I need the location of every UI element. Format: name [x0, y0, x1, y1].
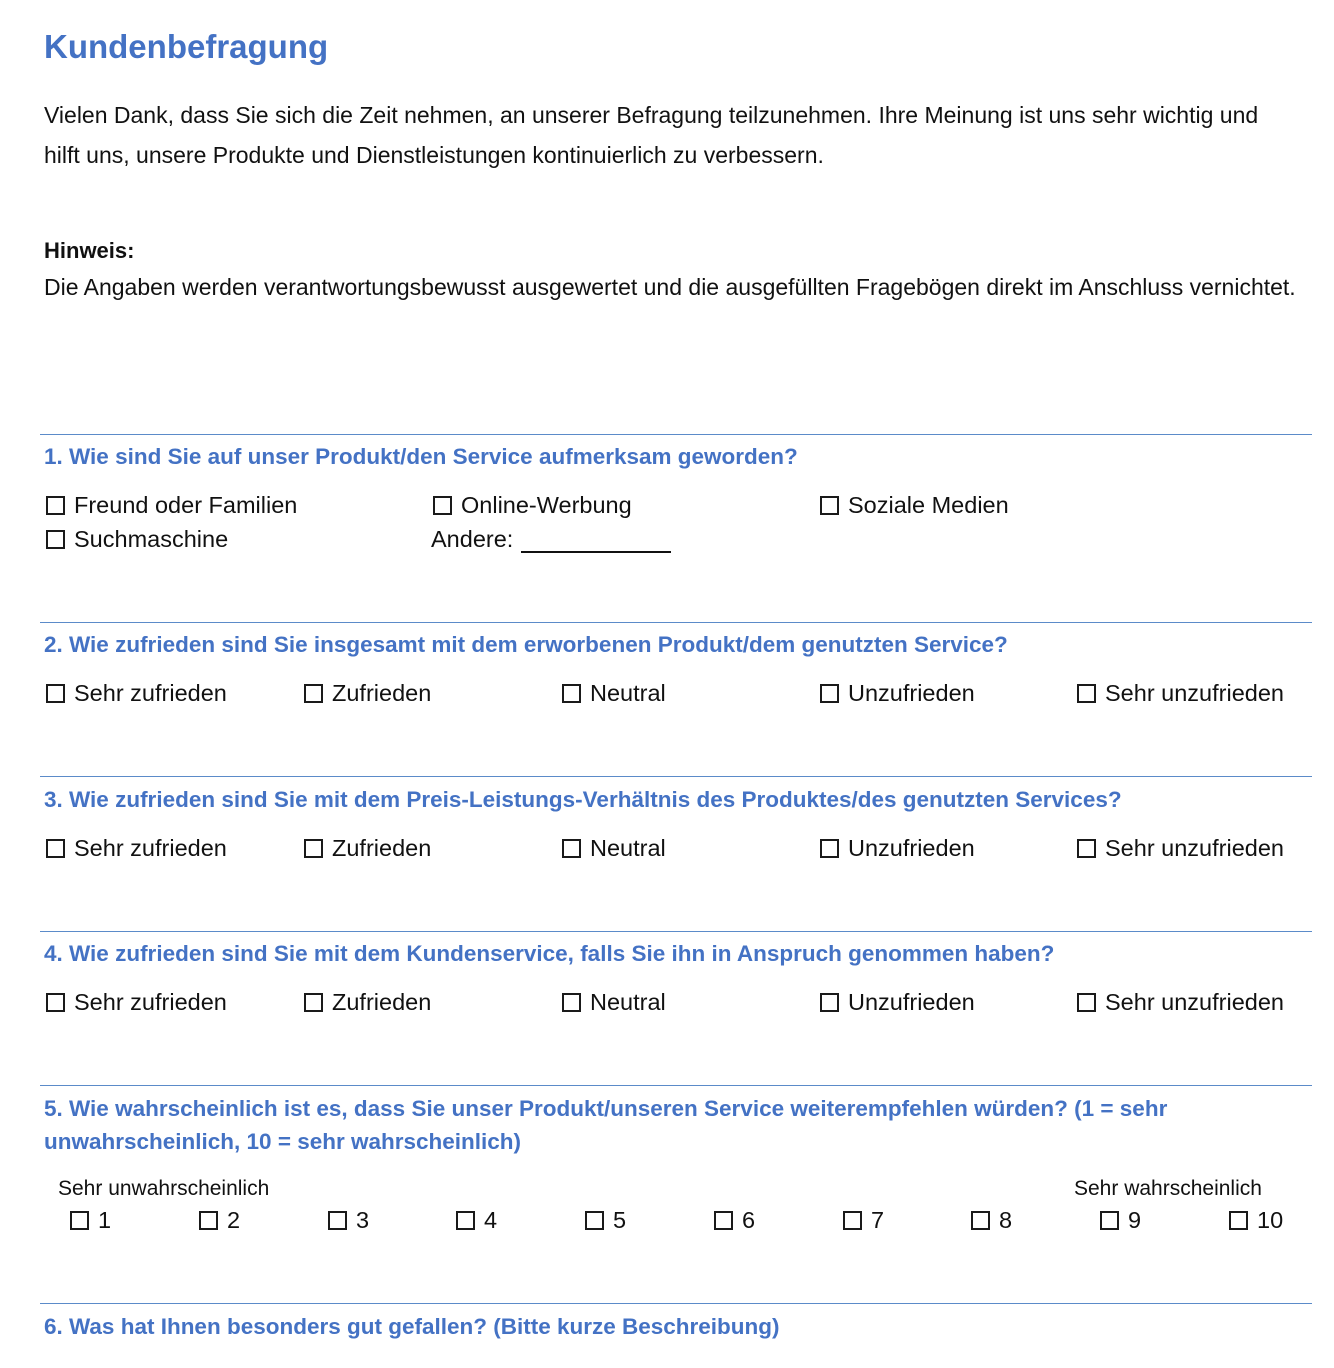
checkbox-icon[interactable] — [46, 993, 65, 1012]
option-label: Sehr zufrieden — [74, 680, 227, 706]
question-3: 3. Wie zufrieden sind Sie mit dem Preis-Leistungs-Verhältnis des Produktes/des genutzten Services? — [44, 787, 1122, 812]
option-label: Sehr zufrieden — [74, 835, 227, 861]
q2-option-very-dissatisfied[interactable] — [1077, 680, 1284, 707]
option-label: Zufrieden — [332, 680, 432, 706]
option-label: Zufrieden — [332, 835, 432, 861]
checkbox-icon[interactable] — [328, 1211, 347, 1230]
section-divider — [40, 434, 1312, 435]
q4-option-dissatisfied[interactable] — [820, 989, 975, 1016]
option-label: 10 — [1257, 1207, 1284, 1233]
section-divider — [40, 931, 1312, 932]
checkbox-icon[interactable] — [46, 839, 65, 858]
question-6: 6. Was hat Ihnen besonders gut gefallen? (Bitte kurze Beschreibung) — [44, 1314, 780, 1339]
option-label: 4 — [484, 1207, 498, 1233]
q3-option-neutral[interactable] — [562, 835, 666, 862]
question-4: 4. Wie zufrieden sind Sie mit dem Kundenservice, falls Sie ihn in Anspruch genommen haben? — [44, 941, 1055, 966]
intro-text: Vielen Dank, dass Sie sich die Zeit nehmen, an unserer Befragung teilzunehmen. Ihre Meinung ist uns sehr wichtig und hilft uns, unsere Produkte und Dienstleistungen kontinuierlich zu verbessern. — [44, 102, 1259, 168]
checkbox-icon[interactable] — [1077, 993, 1096, 1012]
q4-option-satisfied[interactable] — [304, 989, 431, 1016]
checkbox-icon[interactable] — [1229, 1211, 1248, 1230]
option-label: 6 — [742, 1207, 756, 1233]
option-label: Unzufrieden — [848, 835, 975, 861]
q3-option-satisfied[interactable] — [304, 835, 431, 862]
checkbox-icon[interactable] — [456, 1211, 475, 1230]
q5-option-2[interactable] — [199, 1207, 240, 1234]
q5-option-6[interactable] — [714, 1207, 755, 1234]
scale-low-label: Sehr unwahrscheinlich — [58, 1177, 270, 1200]
q2-option-dissatisfied[interactable] — [820, 680, 975, 707]
q3-option-very-dissatisfied[interactable] — [1077, 835, 1284, 862]
option-label: Zufrieden — [332, 989, 432, 1015]
checkbox-icon[interactable] — [1077, 839, 1096, 858]
q1-option-social-media[interactable] — [820, 492, 1009, 519]
checkbox-icon[interactable] — [820, 993, 839, 1012]
checkbox-icon[interactable] — [843, 1211, 862, 1230]
checkbox-icon[interactable] — [562, 993, 581, 1012]
checkbox-icon[interactable] — [1077, 684, 1096, 703]
other-input-line[interactable] — [521, 527, 671, 553]
checkbox-icon[interactable] — [46, 684, 65, 703]
section-divider — [40, 1085, 1312, 1086]
section-divider — [40, 1303, 1312, 1304]
option-label: 1 — [98, 1207, 112, 1233]
q5-option-7[interactable] — [843, 1207, 884, 1234]
scale-high-label: Sehr wahrscheinlich — [1074, 1177, 1262, 1200]
checkbox-icon[interactable] — [304, 839, 323, 858]
hint-label: Hinweis: — [44, 238, 135, 263]
option-label: Unzufrieden — [848, 680, 975, 706]
option-label: Online-Werbung — [461, 492, 632, 518]
option-label: Neutral — [590, 835, 666, 861]
checkbox-icon[interactable] — [46, 496, 65, 515]
q3-option-dissatisfied[interactable] — [820, 835, 975, 862]
option-label: Sehr unzufrieden — [1105, 680, 1284, 706]
hint-text: Die Angaben werden verantwortungsbewusst ausgewertet und die ausgefüllten Fragebögen direkt im Anschluss vernichtet. — [44, 274, 1296, 300]
checkbox-icon[interactable] — [433, 496, 452, 515]
checkbox-icon[interactable] — [70, 1211, 89, 1230]
option-label: 7 — [871, 1207, 885, 1233]
checkbox-icon[interactable] — [820, 839, 839, 858]
option-label: 5 — [613, 1207, 627, 1233]
checkbox-icon[interactable] — [1100, 1211, 1119, 1230]
q5-option-4[interactable] — [456, 1207, 497, 1234]
q5-option-5[interactable] — [585, 1207, 626, 1234]
option-label: Sehr unzufrieden — [1105, 989, 1284, 1015]
q2-option-neutral[interactable] — [562, 680, 666, 707]
q1-option-other — [431, 526, 671, 553]
checkbox-icon[interactable] — [199, 1211, 218, 1230]
checkbox-icon[interactable] — [714, 1211, 733, 1230]
section-divider — [40, 776, 1312, 777]
option-label: Freund oder Familien — [74, 492, 298, 518]
page-title: Kundenbefragung — [44, 28, 329, 65]
question-1: 1. Wie sind Sie auf unser Produkt/den Service aufmerksam geworden? — [44, 444, 798, 469]
checkbox-icon[interactable] — [304, 993, 323, 1012]
question-5: 5. Wie wahrscheinlich ist es, dass Sie unser Produkt/unseren Service weiterempfehlen würden? (1 = sehr unwahrscheinlich, 10 = sehr wahrscheinlich) — [44, 1096, 1168, 1154]
checkbox-icon[interactable] — [820, 496, 839, 515]
checkbox-icon[interactable] — [971, 1211, 990, 1230]
q5-option-1[interactable] — [70, 1207, 111, 1234]
q4-option-neutral[interactable] — [562, 989, 666, 1016]
q5-option-3[interactable] — [328, 1207, 369, 1234]
option-label: Unzufrieden — [848, 989, 975, 1015]
q4-option-very-dissatisfied[interactable] — [1077, 989, 1284, 1016]
option-label: Sehr unzufrieden — [1105, 835, 1284, 861]
q3-option-very-satisfied[interactable] — [46, 835, 227, 862]
checkbox-icon[interactable] — [304, 684, 323, 703]
checkbox-icon[interactable] — [562, 684, 581, 703]
option-label: Soziale Medien — [848, 492, 1009, 518]
option-label: 8 — [999, 1207, 1013, 1233]
q1-option-online-ads[interactable] — [433, 492, 632, 519]
q2-option-very-satisfied[interactable] — [46, 680, 227, 707]
q2-option-satisfied[interactable] — [304, 680, 431, 707]
q1-option-search-engine[interactable] — [46, 526, 228, 553]
option-label: Neutral — [590, 989, 666, 1015]
other-label: Andere: — [431, 526, 514, 552]
option-label: Sehr zufrieden — [74, 989, 227, 1015]
option-label: 2 — [227, 1207, 241, 1233]
checkbox-icon[interactable] — [46, 530, 65, 549]
checkbox-icon[interactable] — [820, 684, 839, 703]
option-label: Suchmaschine — [74, 526, 229, 552]
checkbox-icon[interactable] — [562, 839, 581, 858]
q5-option-8[interactable] — [971, 1207, 1012, 1234]
q1-option-friends[interactable] — [46, 492, 297, 519]
q5-option-10[interactable] — [1229, 1207, 1283, 1234]
section-divider — [40, 622, 1312, 623]
q4-option-very-satisfied[interactable] — [46, 989, 227, 1016]
q5-option-9[interactable] — [1100, 1207, 1141, 1234]
checkbox-icon[interactable] — [585, 1211, 604, 1230]
option-label: 9 — [1128, 1207, 1142, 1233]
option-label: Neutral — [590, 680, 666, 706]
question-2: 2. Wie zufrieden sind Sie insgesamt mit dem erworbenen Produkt/dem genutzten Service? — [44, 632, 1008, 657]
option-label: 3 — [356, 1207, 370, 1233]
